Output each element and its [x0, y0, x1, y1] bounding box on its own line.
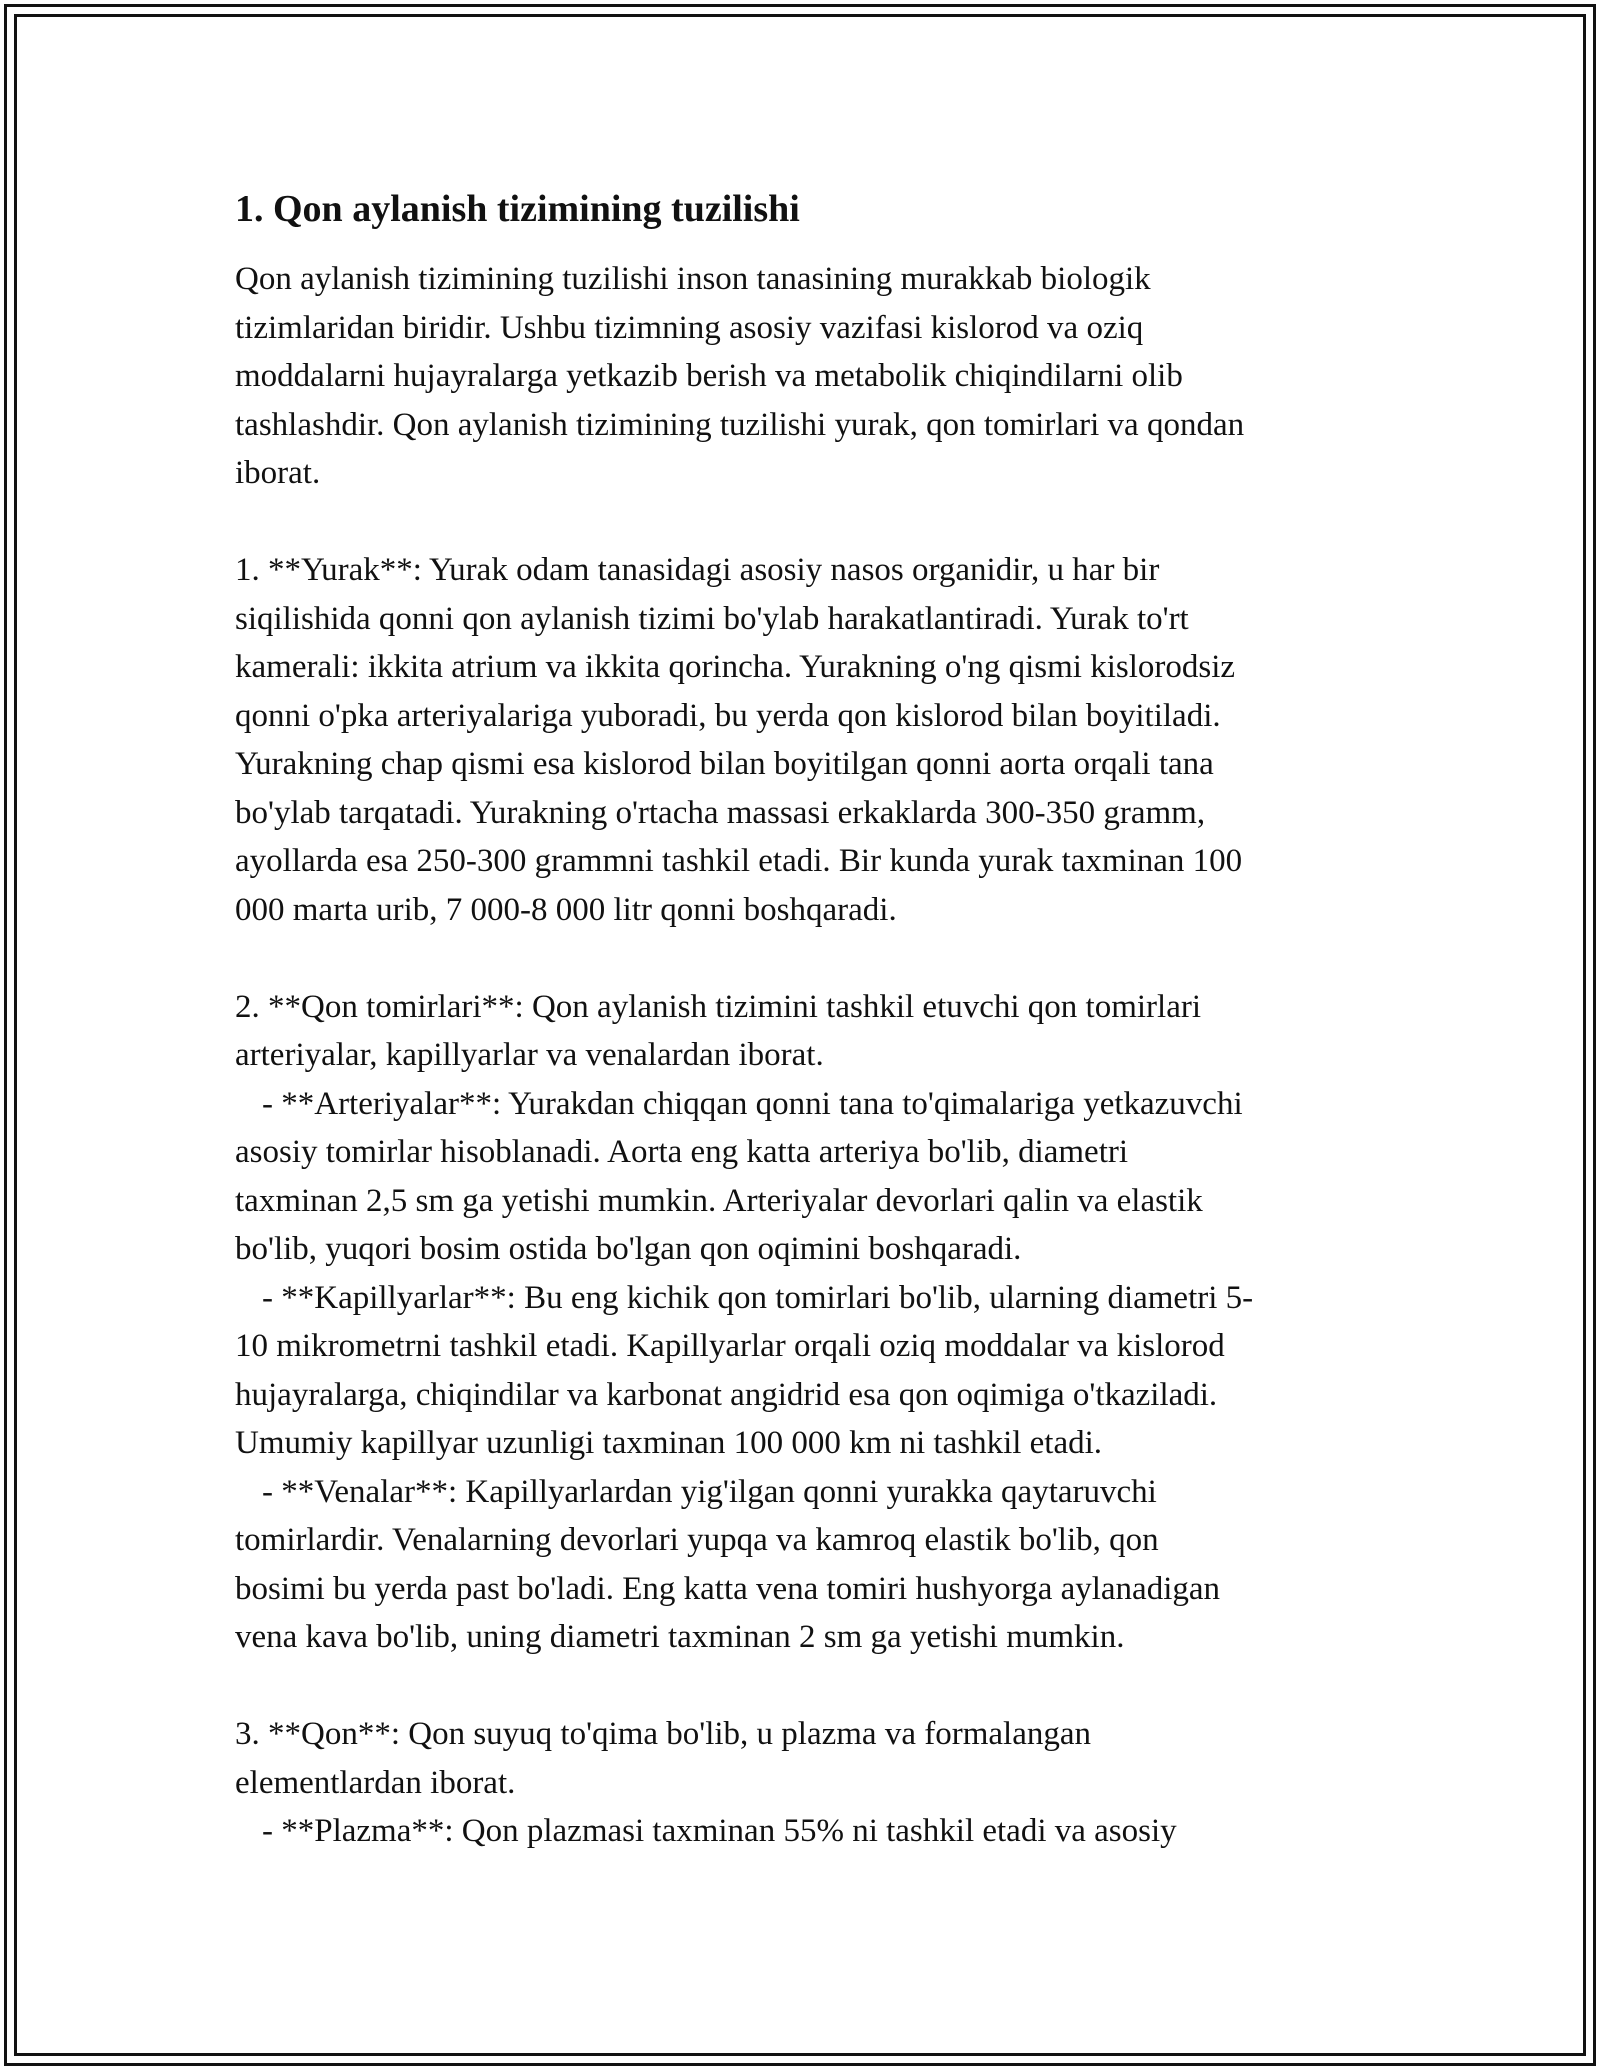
text-line: Umumiy kapillyar uzunligi taxminan 100 000 km ni tashkil etadi.: [235, 1425, 1103, 1461]
text-line: bosimi bu yerda past bo'ladi. Eng katta vena tomiri hushyorga aylanadigan: [235, 1570, 1221, 1607]
text-line: tomirlardir. Venalarning devorlari yupqa va kamroq elastik bo'lib, qon: [235, 1522, 1159, 1558]
text-line: - **Plazma**: Qon plazmasi taxminan 55% ni tashkil etadi va asosiy: [262, 1813, 1177, 1849]
text-line: vena kava bo'lib, uning diametri taxminan 2 sm ga yetishi mumkin.: [235, 1619, 1125, 1655]
text-line: 000 marta urib, 7 000-8 000 litr qonni boshqaradi.: [235, 891, 897, 928]
text-line: bo'ylab tarqatadi. Yurakning o'rtacha massasi erkaklarda 300-350 gramm,: [235, 794, 1206, 831]
text-line: 1. **Yurak**: Yurak odam tanasidagi asosiy nasos organidir, u har bir: [235, 552, 1160, 588]
document-title: 1. Qon aylanish tizimining tuzilishi: [235, 188, 800, 230]
text-line: asosiy tomirlar hisoblanadi. Aorta eng katta arteriya bo'lib, diametri: [235, 1134, 1129, 1170]
text-line: - **Arteriyalar**: Yurakdan chiqqan qonni tana to'qimalariga yetkazuvchi: [262, 1085, 1243, 1122]
blank-line: [235, 934, 1375, 983]
text-line: elementlardan iborat.: [235, 1764, 516, 1801]
text-line: ayollarda esa 250-300 grammni tashkil etadi. Bir kunda yurak taxminan 100: [235, 843, 1243, 879]
document-body: [235, 185, 1375, 1856]
text-line: qonni o'pka arteriyalariga yuboradi, bu yerda qon kislorod bilan boyitiladi.: [235, 697, 1221, 734]
document-text: [235, 255, 1375, 1856]
text-line: taxminan 2,5 sm ga yetishi mumkin. Arteriyalar devorlari qalin va elastik: [235, 1182, 1203, 1219]
text-line: tashlashdir. Qon aylanish tizimining tuzilishi yurak, qon tomirlari va qondan: [235, 406, 1245, 443]
text-line: - **Venalar**: Kapillyarlardan yig'ilgan qonni yurakka qaytaruvchi: [262, 1473, 1157, 1510]
text-line: kamerali: ikkita atrium va ikkita qorincha. Yurakning o'ng qismi kislorodsiz: [235, 649, 1236, 685]
blank-line: [235, 498, 1375, 547]
text-line: Yurakning chap qismi esa kislorod bilan boyitilgan qonni aorta orqali tana: [235, 746, 1214, 782]
text-line: Qon aylanish tizimining tuzilishi inson tanasining murakkab biologik: [235, 261, 1151, 297]
blank-line: [235, 1662, 1375, 1711]
text-line: 2. **Qon tomirlari**: Qon aylanish tizimini tashkil etuvchi qon tomirlari: [235, 988, 1202, 1025]
text-line: moddalarni hujayralarga yetkazib berish va metabolik chiqindilarni olib: [235, 358, 1183, 394]
text-line: 10 mikrometrni tashkil etadi. Kapillyarlar orqali oziq moddalar va kislorod: [235, 1328, 1225, 1364]
text-line: arteriyalar, kapillyarlar va venalardan iborat.: [235, 1037, 824, 1073]
text-line: iborat.: [235, 455, 321, 491]
text-line: hujayralarga, chiqindilar va karbonat angidrid esa qon oqimiga o'tkaziladi.: [235, 1376, 1218, 1413]
text-line: - **Kapillyarlar**: Bu eng kichik qon tomirlari bo'lib, ularning diametri 5-: [262, 1279, 1254, 1316]
text-line: bo'lib, yuqori bosim ostida bo'lgan qon oqimini boshqaradi.: [235, 1231, 1022, 1267]
text-line: tizimlaridan biridir. Ushbu tizimning asosiy vazifasi kislorod va oziq: [235, 309, 1144, 346]
text-line: siqilishida qonni qon aylanish tizimi bo'ylab harakatlantiradi. Yurak to'rt: [235, 600, 1189, 637]
text-line: 3. **Qon**: Qon suyuq to'qima bo'lib, u plazma va formalangan: [235, 1716, 1091, 1752]
